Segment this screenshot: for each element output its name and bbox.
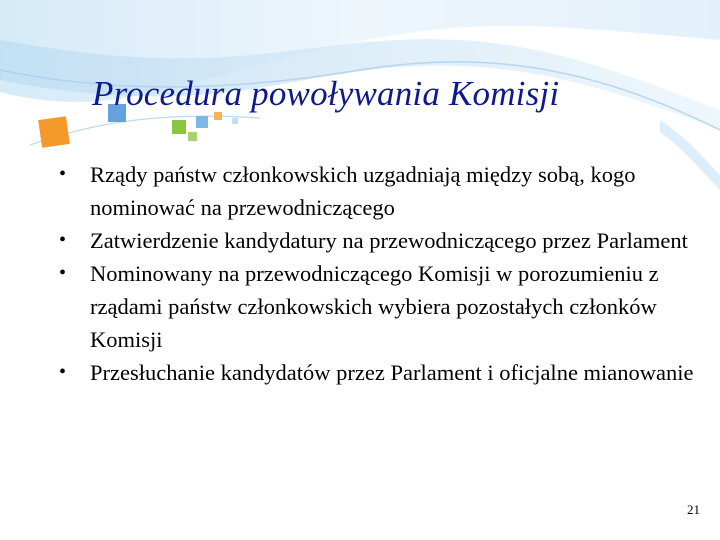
bullet-text: Przesłuchanie kandydatów przez Parlament i oficjalne mianowanie [90, 360, 694, 385]
square-green-small-icon [188, 132, 197, 141]
square-grey-small-icon [232, 118, 238, 124]
square-orange-icon [38, 116, 70, 148]
bullet-marker: • [59, 262, 67, 284]
bullet-list [58, 158, 698, 389]
bullet-marker: • [59, 163, 67, 185]
square-green-icon [172, 120, 186, 134]
bullet-item [58, 224, 698, 257]
bullet-text: Nominowany na przewodniczącego Komisji w porozumieniu z rządami państw członkowskich wybiera pozostałych członków Komisji [90, 261, 659, 352]
bullet-item [58, 158, 698, 224]
bullet-text: Zatwierdzenie kandydatury na przewodniczącego przez Parlament [90, 228, 688, 253]
square-lightblue-icon [196, 116, 208, 128]
bullet-marker: • [59, 361, 67, 383]
bullet-item [58, 356, 698, 389]
bullet-text: Rządy państw członkowskich uzgadniają między sobą, kogo nominować na przewodniczącego [90, 162, 636, 220]
bullet-item [58, 257, 698, 356]
slide-title: Procedura powoływania Komisji [92, 74, 560, 113]
page-number: 21 [687, 502, 700, 517]
bullet-marker: • [59, 229, 67, 251]
